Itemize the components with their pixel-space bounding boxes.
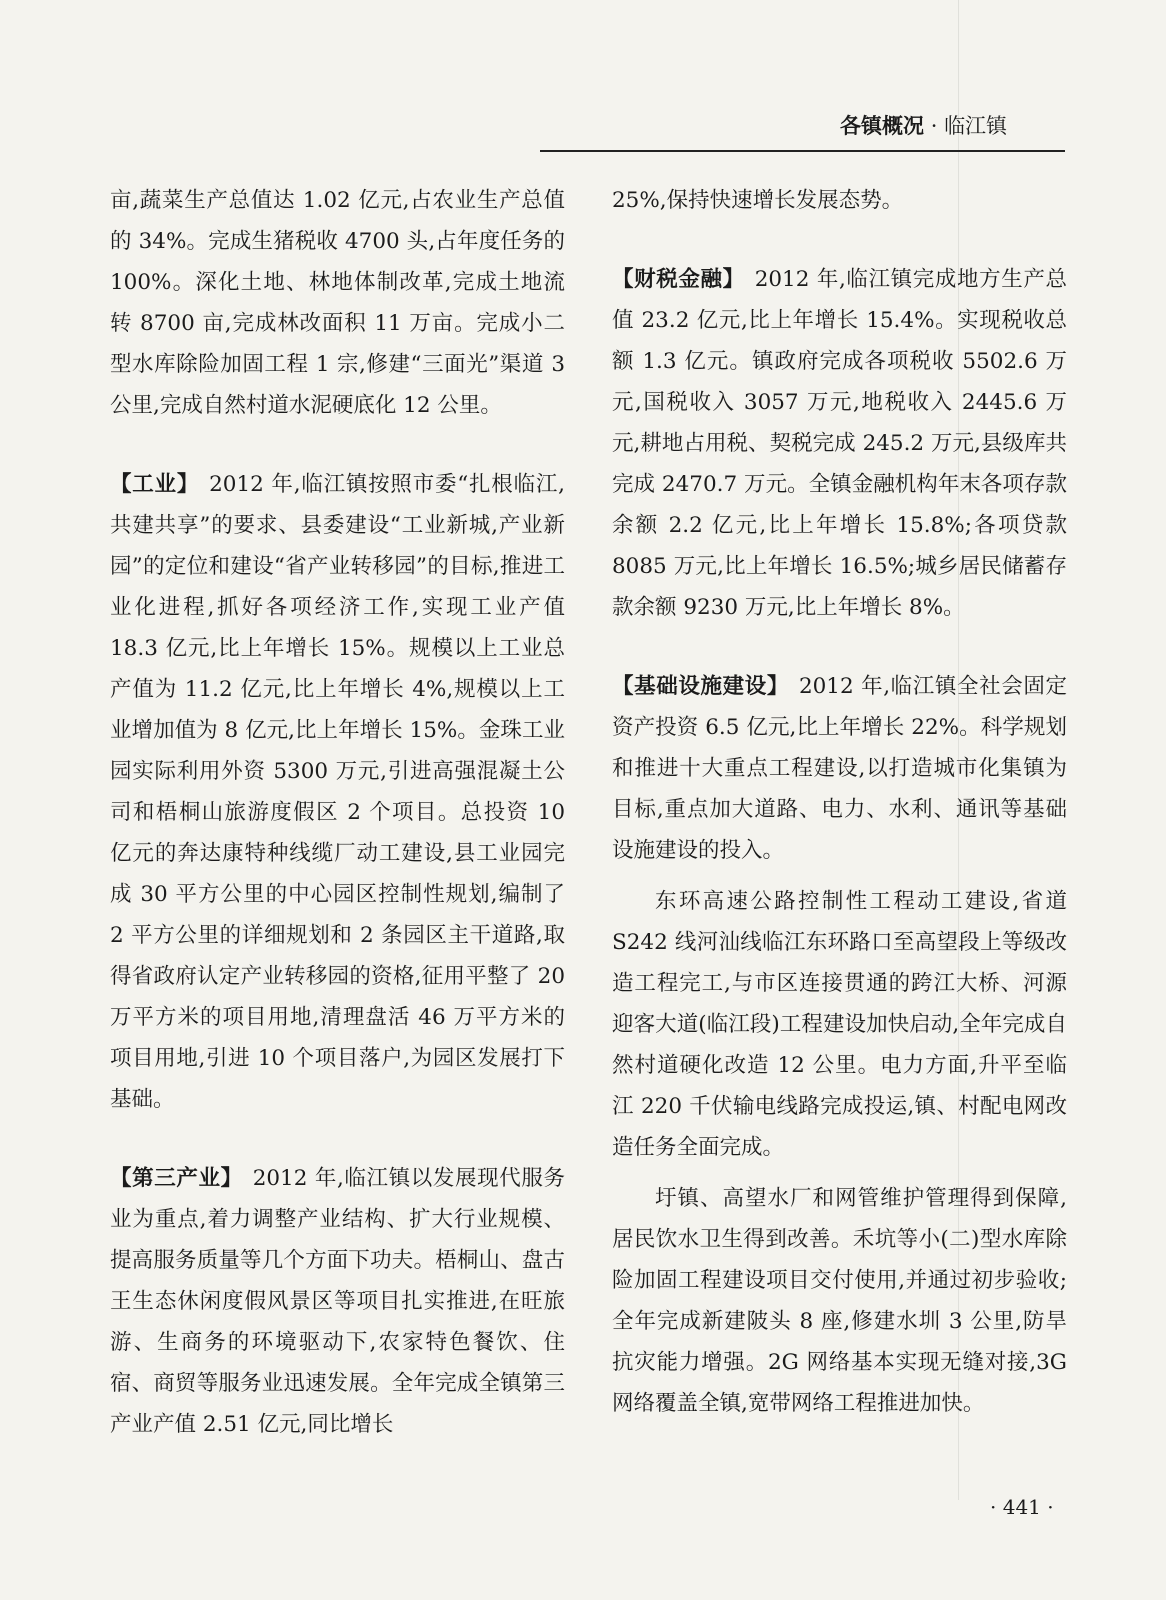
industry-text: 2012 年,临江镇按照市委“扎根临江,共建共享”的要求、县委建设“工业新城,产业新园”的定位和建设“省产业转移园”的目标,推进工业化进程,抓好各项经济工作,实现工业产值 18.3 亿元,比上年增长 15%。规模以上工业总产值为 11.2 亿元,比上年增长 4%,规模以上工业增加值为 8 亿元,比上年增长 15%。金珠工业园实际利用外资 5300 万元,引进高强混凝土公司和梧桐山旅游度假区 2 个项目。总投资 10 亿元的奔达康特种线缆厂动工建设,县工业园完成 30 平方公里的中心园区控制性规划,编制了 2 平方公里的详细规划和 2 条园区主干道路,取得省政府认定产业转移园的资格,征用平整了 20 万平方米的项目用地,清理盘活 46 万平方米的项目用地,引进 10 个项目落户,为园区发展打下基础。 <box>110 472 565 1112</box>
infrastructure-heading: 【基础设施建设】 <box>612 674 789 699</box>
finance-text: 2012 年,临江镇完成地方生产总值 23.2 亿元,比上年增长 15.4%。实现税收总额 1.3 亿元。镇政府完成各项税收 5502.6 万元,国税收入 3057 万元,地税收入 2445.6 万元,耕地占用税、契税完成 245.2 万元,县级库共完成 2470.7 万元。全镇金融机构年末各项存款余额 2.2 亿元,比上年增长 15.8%;各项贷款 8085 万元,比上年增长 16.5%;城乡居民储蓄存款余额 9230 万元,比上年增长 8%。 <box>612 267 1067 620</box>
tertiary-text: 2012 年,临江镇以发展现代服务业为重点,着力调整产业结构、扩大行业规模、提高服务质量等几个方面下功夫。梧桐山、盘古王生态休闲度假风景区等项目扎实推进,在旺旅游、生商务的环境驱动下,农家特色餐饮、住宿、商贸等服务业迅速发展。全年完成全镇第三产业产值 2.51 亿元,同比增长 <box>110 1166 565 1437</box>
tertiary-heading: 【第三产业】 <box>110 1166 243 1191</box>
right-column <box>612 180 1067 1424</box>
header-town: 临江镇 <box>944 114 1008 138</box>
tertiary-paragraph <box>110 1158 565 1445</box>
infrastructure-text: 2012 年,临江镇全社会固定资产投资 6.5 亿元,比上年增长 22%。科学规划和推进十大重点工程建设,以打造城市化集镇为目标,重点加大道路、电力、水利、通讯等基础设施建设的投入。 <box>612 674 1067 863</box>
infrastructure-paragraph <box>612 666 1067 871</box>
header-rule <box>540 150 1065 152</box>
left-column <box>110 180 565 1445</box>
agriculture-continuation: 亩,蔬菜生产总值达 1.02 亿元,占农业生产总值的 34%。完成生猪税收 4700 头,占年度任务的 100%。深化土地、林地体制改革,完成土地流转 8700 亩,完成林改面积 11 万亩。完成小二型水库除险加固工程 1 宗,修建“三面光”渠道 3 公里,完成自然村道水泥硬底化 12 公里。 <box>110 188 565 418</box>
industry-heading: 【工业】 <box>110 472 200 497</box>
finance-heading: 【财税金融】 <box>612 267 745 292</box>
finance-paragraph <box>612 259 1067 628</box>
running-header <box>840 110 1050 140</box>
header-section: 各镇概况 <box>840 114 924 138</box>
tertiary-continuation: 25%,保持快速增长发展态势。 <box>612 188 904 213</box>
page-number: · 441 · <box>990 1495 1054 1519</box>
water-network-paragraph: 圩镇、高望水厂和网管维护管理得到保障,居民饮水卫生得到改善。禾坑等小(二)型水库除险加固工程建设项目交付使用,并通过初步验收;全年完成新建陂头 8 座,修建水圳 3 公里,防旱抗灾能力增强。2G 网络基本实现无缝对接,3G 网络覆盖全镇,宽带网络工程推进加快。 <box>612 1186 1067 1416</box>
industry-paragraph <box>110 464 565 1120</box>
header-separator: · <box>930 114 938 138</box>
roads-paragraph: 东环高速公路控制性工程动工建设,省道 S242 线河汕线临江东环路口至高望段上等级改造工程完工,与市区连接贯通的跨江大桥、河源迎客大道(临江段)工程建设加快启动,全年完成自然村道硬化改造 12 公里。电力方面,升平至临江 220 千伏输电线路完成投运,镇、村配电网改造任务全面完成。 <box>612 889 1067 1160</box>
